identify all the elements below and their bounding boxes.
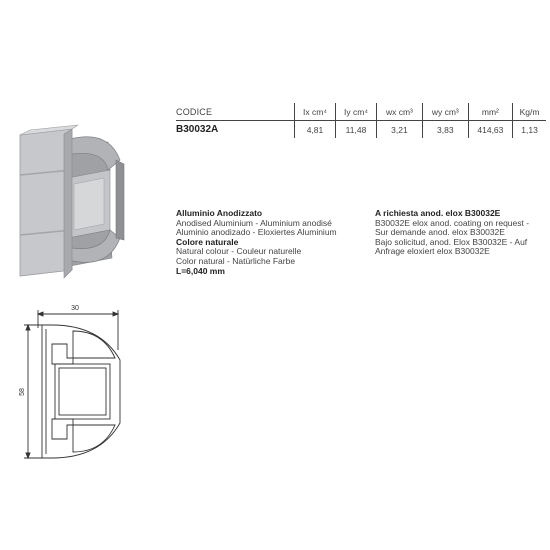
request-line: Sur demande anod. elox B30032E	[375, 227, 505, 238]
header-wx: wx cm³	[377, 103, 423, 121]
material-title: Alluminio Anodizzato	[176, 208, 263, 218]
height-dim-label: 58	[19, 388, 26, 396]
request-info	[375, 209, 529, 257]
color-line: Color natural - Natürliche Farbe	[176, 255, 296, 266]
section-drawing	[15, 300, 125, 470]
value-area: 414,63	[468, 121, 512, 139]
header-ix: Ix cm⁴	[295, 103, 336, 121]
material-line: Aluminio anodizado - Eloxiertes Aluminium	[176, 227, 337, 238]
table-row	[176, 121, 546, 139]
value-wy: 3,83	[422, 121, 468, 139]
request-title: A richiesta anod. elox B30032E	[375, 208, 501, 218]
header-wy: wy cm³	[422, 103, 468, 121]
value-iy: 11,48	[336, 121, 377, 139]
spec-table	[176, 103, 546, 138]
width-dim-label: 30	[71, 305, 79, 312]
request-line: Bajo solicitud, anod. Elox B30032E - Auf	[375, 236, 528, 247]
value-wx: 3,21	[377, 121, 423, 139]
spec-header-row	[176, 103, 546, 121]
color-line: Natural colour - Couleur naturelle	[176, 246, 302, 257]
request-line: B30032E elox anod. coating on request -	[375, 217, 530, 228]
color-title: Colore naturale	[176, 236, 239, 247]
material-line: Anodised Aluminium - Aluminium anodisé	[176, 217, 332, 228]
length-spec: L=6,040 mm	[176, 265, 225, 276]
value-ix: 4,81	[295, 121, 336, 139]
header-iy: Iy cm⁴	[336, 103, 377, 121]
request-line: Anfrage eloxiert elox B30032E	[375, 246, 490, 257]
material-info	[176, 209, 337, 276]
profile-3d-render	[8, 120, 138, 290]
header-codice: CODICE	[176, 103, 295, 121]
product-code: B30032A	[176, 124, 219, 135]
header-area: mm²	[468, 103, 512, 121]
header-weight: Kg/m	[513, 103, 546, 121]
value-weight: 1,13	[513, 121, 546, 139]
